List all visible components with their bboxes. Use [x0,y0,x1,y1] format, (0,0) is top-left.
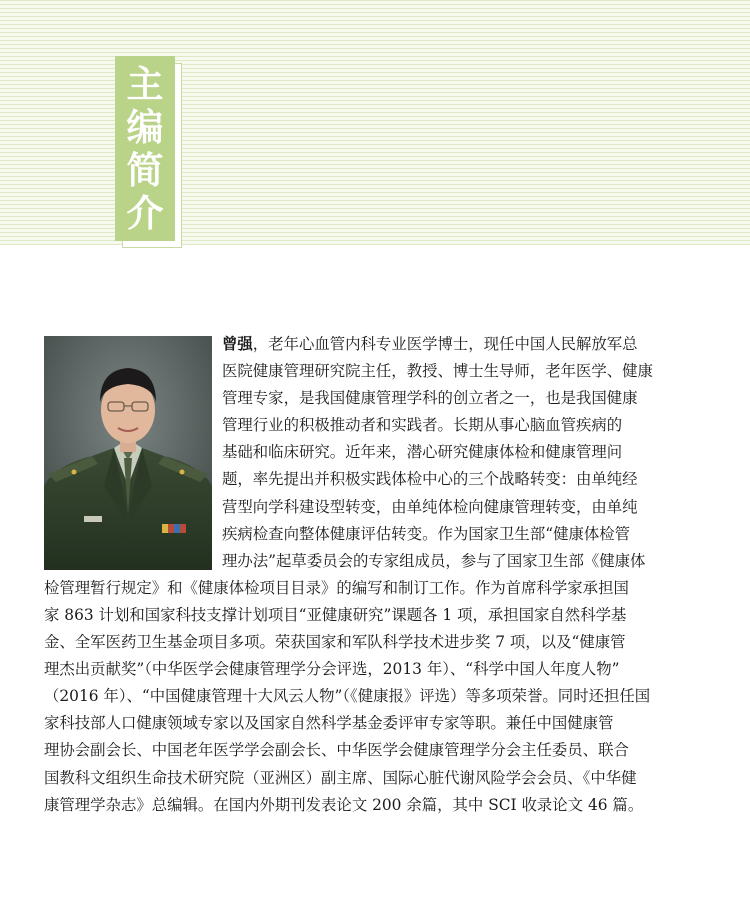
bio-line: 管理行业的积极推动者和实践者。长期从事心脑血管疾病的 [222,416,623,435]
bio-line: 检管理暂行规定》和《健康体检项目目录》的编写和制订工作。作为首席科学家承担国 [44,578,629,597]
title-char-4: 介 [126,190,164,235]
section-title [115,56,175,241]
bio-line: 国教科文组织生命技术研究院（亚洲区）副主席、国际心脏代谢风险学会会员、《中华健 [44,768,637,787]
author-bio [44,331,706,819]
bio-line: 理协会副会长、中国老年医学学会副会长、中华医学会健康管理学分会主任委员、联合 [44,741,629,760]
header-band [0,0,750,245]
bio-line: 康管理学杂志》总编辑。在国内外期刊发表论文 200 余篇，其中 SCI 收录论文 46 篇。 [44,795,644,814]
bio-line: 家 863 计划和国家科技支撑计划项目“亚健康研究”课题各 1 项，承担国家自然科学基 [44,605,627,624]
title-char-1: 主 [126,61,164,106]
bio-line: （2016 年）、“中国健康管理十大风云人物”（《健康报》评选）等多项荣誉。同时还担任国 [44,687,651,706]
bio-line: 金、全军医药卫生基金项目多项。荣获国家和军队科学技术进步奖 7 项，以及“健康管 [44,633,626,652]
bio-line: 疾病检查向整体健康评估转变。作为国家卫生部“健康体检管 [222,524,631,543]
title-char-3: 简 [126,147,164,192]
bio-line: 营型向学科建设型转变，由单纯体检向健康管理转变，由单纯 [222,497,638,516]
bio-line: 管理专家，是我国健康管理学科的创立者之一，也是我国健康 [222,389,638,408]
bio-line: 题，率先提出并积极实践体检中心的三个战略转变：由单纯经 [222,470,638,489]
bio-line: 医院健康管理研究院主任，教授、博士生导师，老年医学、健康 [222,362,653,381]
author-name: 曾强 [222,335,253,353]
bio-line: 理杰出贡献奖”（中华医学会健康管理学分会评选，2013 年）、“科学中国人年度人物” [44,660,620,679]
bio-line: 家科技部人口健康领域专家以及国家自然科学基金委评审专家等职。兼任中国健康管 [44,714,614,733]
bio-line: 理办法”起草委员会的专家组成员，参与了国家卫生部《健康体 [222,551,646,570]
title-char-2: 编 [126,104,164,149]
bio-line: 曾强，老年心血管内科专业医学博士，现任中国人民解放军总 [222,335,638,353]
bio-line: 基础和临床研究。近年来，潜心研究健康体检和健康管理问 [222,443,623,462]
